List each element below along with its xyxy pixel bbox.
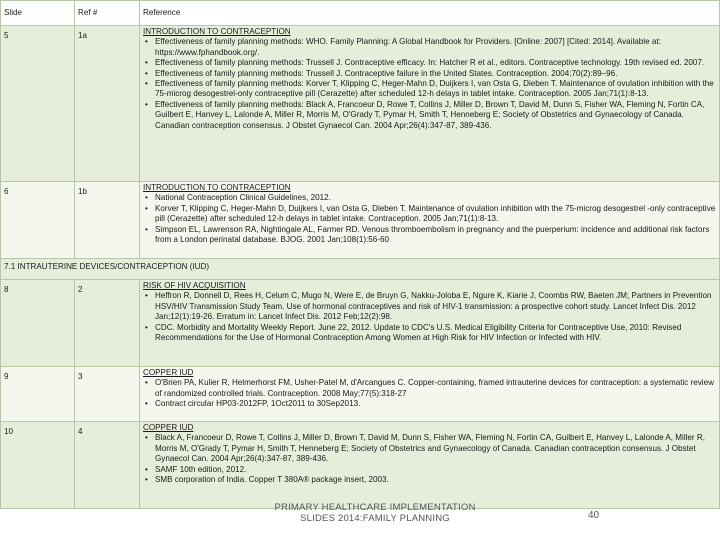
reference-item: • National Contraception Clinical Guidelines, 2012. — [145, 193, 331, 203]
table-row — [1, 182, 720, 259]
slide-number: 5 — [1, 26, 75, 181]
reference-item: • Effectiveness of family planning methods: Trussell J. Contraceptive efficacy. In: Hatcher R et al., editors. Contraceptive technology. 19th revised ed. 2007. — [145, 58, 705, 68]
reference-cell — [140, 367, 720, 421]
footer-line-1: PRIMARY HEALTHCARE IMPLEMENTATION — [274, 502, 476, 513]
ref-number: 1a — [75, 26, 140, 181]
slide-footer — [240, 502, 510, 524]
footer-line-2: SLIDES 2014:FAMILY PLANNING — [300, 513, 450, 524]
reference-item: • O'Brien PA, Kulier R, Helmerhorst FM, Usher-Patel M, d'Arcangues C. Copper-containing, framed intrauterine devices for contraception: a systematic review of randomized controlled trials. Contraception. 2008 May;77(5):318-27 — [145, 378, 714, 398]
reference-cell — [140, 422, 720, 508]
reference-item: • SMB corporation of India. Copper T 380A® package insert, 2003. — [145, 475, 389, 485]
reference-title: COPPER IUD — [143, 423, 194, 432]
table-row — [1, 422, 720, 509]
reference-cell — [140, 26, 720, 181]
table-row — [1, 280, 720, 367]
slide-number: 6 — [1, 182, 75, 258]
reference-item: • Effectiveness of family planning methods: Black A, Francoeur D, Rowe T, Collins J, Miller D, Brown T, David M, Dunn S, Fisher WA, Fleming N, Fortin CA, Guilbert E, Hanvey L, Lalonde A, Miller R, Morris M, O'Grady T, Pymar H, Smith T, Henneberg E; Society of Obstetrics and Gynaecology of Canada. Canadian contraception consensus. J Obstet Gynaecol Can. 2004 Apr;26(4):347-87, 389-436. — [145, 99, 705, 130]
section-title: 7.1 INTRAUTERINE DEVICES/CONTRACEPTION (IUD) — [1, 259, 720, 279]
reference-item: • Effectiveness of family planning methods: WHO. Family Planning: A Global Handbook for Providers. [Online: 2007] [Cited: 2014]. Available at: https://www.fphandbook.org/. — [145, 37, 661, 57]
reference-item: • Effectiveness of family planning methods: Trussell J. Contraceptive failure in the United States. Contraception. 2004;70(2):89–96. — [145, 68, 618, 78]
header-slide: Slide — [1, 1, 75, 25]
page-number: 40 — [588, 510, 600, 521]
reference-item: • Black A, Francoeur D, Rowe T, Collins J, Miller D, Brown T, David M, Dunn S, Fisher WA, Fleming N, Fortin CA, Guilbert E, Hanvey L, Lalonde A, Miller R, Morris M, O'Grady T, Pymar H, Smith T, Henneberg E; Society of Obstetrics and Gynaecology of Canada. Canadian contraception consensus. J Obstet Gynaecol Can. 2004 Apr;26(4):347-87, 389-436. — [145, 433, 705, 464]
reference-item: • Effectiveness of family planning methods: Korver T, Klipping C, Heger-Mahn D, Duijkers I, van Osta G, Dieben T. Maintenance of ovulation inhibition with the 75-microg desogestrel-only contraceptive pill (Cerazette) after scheduled 12-h delays in tablet intake. Contraception. 2005 Jan;71(1):8-13. — [145, 79, 714, 99]
header-ref: Ref # — [75, 1, 140, 25]
slide-number: 10 — [1, 422, 75, 508]
reference-item: • SAMF 10th edition, 2012. — [145, 464, 247, 474]
ref-number: 1b — [75, 182, 140, 258]
reference-title: INTRODUCTION TO CONTRACEPTION — [143, 183, 291, 192]
ref-number: 4 — [75, 422, 140, 508]
table-row — [1, 367, 720, 422]
ref-number: 3 — [75, 367, 140, 421]
header-reference: Reference — [140, 1, 720, 25]
reference-item: • Heffron R, Donnell D, Rees H, Celum C, Mugo N, Were E, de Bruyn G, Nakku-Joloba E, Ngure K, Kiarie J, Coombs RW, Baeten JM; Partners in Prevention HSV/HIV Transmission Study Team. Use of hormonal contraceptives and risk of HIV-1 transmission: a prospective cohort study. Lancet Infect Dis. 2012 Jan;12(1):19-26. Erratum in: Lancet Infect Dis. 2012 Feb;12(2):98. — [145, 291, 712, 322]
table-row — [1, 26, 720, 182]
reference-title: COPPER IUD — [143, 368, 194, 377]
reference-cell — [140, 280, 720, 366]
slide-number: 8 — [1, 280, 75, 366]
section-row — [1, 259, 720, 280]
reference-item: • Korver T, Klipping C, Heger-Mahn D, Duijkers I, van Osta G, Dieben T. Maintenance of ovulation inhibition with the 75-microg desogestrel -only contraceptive pill (Cerazette) after scheduled 12-h delays in tablet intake. Contraception. 2005 Jan;71(1):8-13. — [145, 203, 716, 224]
reference-cell — [140, 182, 720, 258]
reference-item: • Contract circular HP03-2012FP, 1Oct2011 to 30Sep2013. — [145, 399, 361, 409]
reference-title: INTRODUCTION TO CONTRACEPTION — [143, 27, 291, 36]
slide-number: 9 — [1, 367, 75, 421]
reference-item: • Simpson EL, Lawrenson RA, Nightingale AL, Farmer RD. Venous thromboembolism in pregnancy and the puerperium: incidence and additional risk factors from a London perinatal database. BJOG. 2001 Jan;108(1):56-60 — [145, 224, 710, 245]
reference-item: • CDC. Morbidity and Mortality Weekly Report. June 22, 2012. Update to CDC's U.S. Medical Eligibility Criteria for Contraceptive Use, 2010: Revised Recommendations for the Use of Hormonal Contraception Among Women at High Risk for HIV Infection or Infected with HIV. — [145, 322, 682, 343]
table-header — [1, 1, 720, 26]
reference-title: RISK OF HIV ACQUISITION — [143, 281, 246, 290]
ref-number: 2 — [75, 280, 140, 366]
